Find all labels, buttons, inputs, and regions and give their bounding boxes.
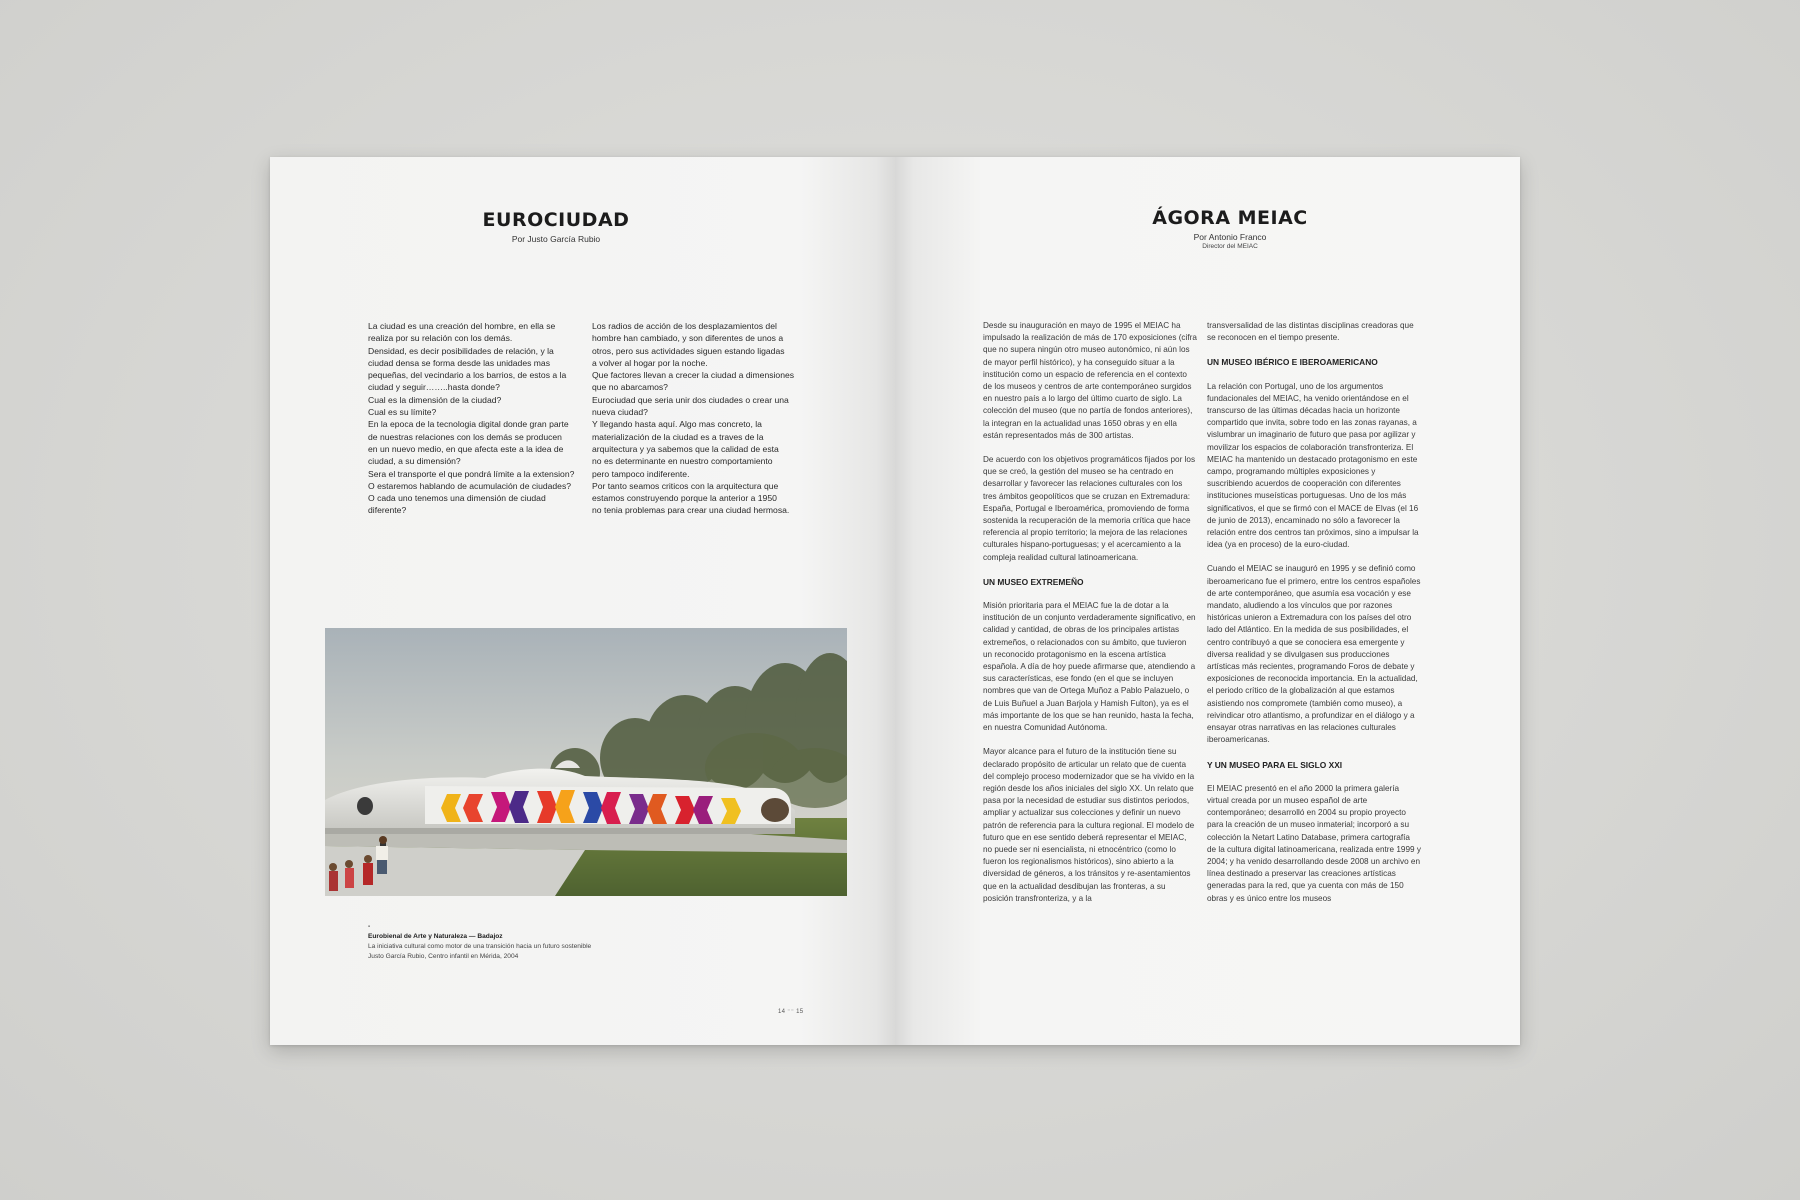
text-line: Eurociudad que seria unir dos ciudades o crear una: [592, 394, 789, 405]
right-page: [895, 157, 1520, 1045]
left-page: [270, 157, 895, 1045]
text-line: ciudad densa se forma desde las unidades mas: [368, 357, 551, 368]
text-line: En la epoca de la tecnologia digital donde gran parte: [368, 419, 569, 430]
text-line: no es determinante en nuestro comportamiento: [592, 456, 773, 467]
right-page-byline: Por Antonio Franco: [1193, 232, 1267, 242]
right-column-1: [983, 320, 1197, 917]
text-line: O cada uno tenemos una dimensión de ciudad: [368, 493, 546, 504]
section-heading: Y UN MUSEO PARA EL SIGLO XXI: [1207, 759, 1343, 770]
text-line: diferente?: [368, 505, 407, 516]
magazine-spread: [270, 157, 1520, 1045]
text-line: Cual es la dimensión de la ciudad?: [368, 394, 502, 405]
body-paragraph: Cuando el MEIAC se inauguró en 1995 y se definió como iberoamericano fue el primero, entre los centros españoles de arte contemporáneo, que asumía esa vocación y ese mandato, aludiendo a los vínculos que por razones históricas unieron a Extremadura con los países del otro lado del Atlántico. En la medida de sus posibilidades, el centro contribuyó a que se conociera esa emergente y diversa realidad y se divulgasen sus producciones artísticas más recientes, programando Foros de debate y exposiciones de reconocida importancia. En la actualidad, el periodo crítico de la globalización al que estamos asistiendo nos compromete (también como museo), a reivindicar otro atlantismo, a profundizar en el diálogo y a ensayar otras narrativas en las relaciones culturales iberoamericanas.: [1207, 564, 1421, 745]
section-heading: UN MUSEO IBÉRICO E IBEROAMERICANO: [1207, 357, 1378, 368]
text-line: hombre han cambiado, y son diferentes de unos a: [592, 333, 784, 344]
right-column-2: [1207, 320, 1421, 917]
text-line: ciudad, a su dimensión?: [368, 456, 461, 467]
text-line: otros, pero sus actividades siguen estando ligadas: [592, 345, 785, 356]
text-line: a volver al hogar por la noche.: [592, 357, 708, 368]
text-line: Sera el transporte el que pondrá límite a la extension?: [368, 468, 575, 479]
text-line: Los radios de acción de los desplazamientos del: [592, 321, 777, 331]
left-page-byline: Por Justo García Rubio: [511, 234, 601, 244]
architecture-photo: [325, 628, 847, 896]
text-line: Densidad, es decir posibilidades de relación, y la: [368, 345, 554, 356]
text-line: Cual es su límite?: [368, 407, 437, 418]
text-line: Por tanto seamos criticos con la arquitectura que: [592, 480, 779, 491]
text-line: Que factores llevan a crecer la ciudad a dimensiones: [592, 370, 795, 381]
right-page-title: ÁGORA MEIAC: [1152, 207, 1308, 229]
left-column-2: [592, 320, 822, 517]
caption-line-1: La iniciativa cultural como motor de una transición hacia un futuro sostenible: [368, 943, 592, 950]
section-heading: UN MUSEO EXTREMEÑO: [983, 576, 1084, 587]
page-folio: 14 ⁻⁻ 15: [778, 1009, 804, 1015]
body-paragraph: Mayor alcance para el futuro de la institución tiene su declarado propósito de articular un relato que de cuenta del complejo proceso modernizador que se ha vivido en la región desde los años iniciales del siglo XX. Un relato que pasa por la necesidad de estudiar sus distintos periodos, ampliar y actualizar sus colecciones y definir un nuevo patrón de referencia para la cultura regional. El modelo de futuro que en ese sentido deberá representar el MEIAC, no puede ser ni esencialista, ni etnocéntrico (como lo fueron los regionalismos históricos), sino abierto a la diversidad de géneros, a los tránsitos y re-asentamientos que en la actualidad desdibujan las fronteras, a su posición transfronteriza, y a la: [983, 747, 1195, 903]
text-line: realiza por su relación con los demás.: [368, 333, 513, 344]
caption-line-2: Justo García Rubio, Centro infantil en Mérida, 2004: [368, 953, 519, 960]
caption-dash: -: [368, 923, 371, 930]
text-line: en un nuevo medio, en que afecta este a la idea de: [368, 443, 564, 454]
text-line: pequeñas, del vecindario a los barrios, de estos a la: [368, 370, 567, 381]
text-line: que no abarcamos?: [592, 382, 668, 393]
text-line: no tenia problemas para crear una ciudad hermosa.: [592, 505, 790, 516]
body-paragraph: De acuerdo con los objetivos programáticos fijados por los que se creó, la gestión del museo se ha centrado en desarrollar y favorecer las relaciones culturales con los tres ámbitos geopolíticos que se cruzan en Extremadura: España, Portugal e Iberoamérica, promoviendo de forma sostenida la recuperación de la memoria crítica que hace referencia al propio territorio; la mejora de las relaciones culturales hispano-portuguesas; y el acercamiento a la compleja realidad cultural latinoamericana.: [983, 455, 1196, 562]
left-page-title: EUROCIUDAD: [482, 209, 630, 231]
body-paragraph: Desde su inauguración en mayo de 1995 el MEIAC ha impulsado la realización de más de 170 exposiciones (cifra que no supera ningún otro museo autonómico, ni aún los de mayor perfil histórico), y ha conseguido situar a la institución como un espacio de referencia en el contexto de los museos y centros de arte contemporáneo surgidos en nuestro país a lo largo del último cuarto de siglo. La colección del museo (que no partía de fondos anteriores), la integran en la actualidad unas 1650 obras y en ella están representados más de 300 artistas.: [983, 321, 1197, 440]
body-paragraph: La relación con Portugal, uno de los argumentos fundacionales del MEIAC, ha venido orientándose en el transcurso de las últimas décadas hacia un horizonte compartido que invita, sobre todo en las zonas rayanas, a vislumbrar un imaginario de futuro que pasa por agilizar y movilizar los espacios de colaboración transfronteriza. El MEIAC ha mantenido un destacado protagonismo en este campo, programando múltiples exposiciones y suscribiendo acuerdos de cooperación con diferentes instituciones museísticas portuguesas. Uno de los más significativos, el que se firmó con el MACE de Elvas (el 16 de junio de 2013), encaminado no sólo a favorecer la relación entre dos centros tan próximos, sino a impulsar la idea (ya en proceso) de la euro-ciudad.: [1207, 381, 1419, 550]
text-line: materialización de la ciudad es a traves de la: [592, 431, 764, 442]
caption-title: Eurobienal de Arte y Naturaleza — Badajoz: [368, 933, 503, 940]
body-paragraph: transversalidad de las distintas disciplinas creadoras que se reconocen en el tiempo presente.: [1207, 321, 1414, 343]
body-paragraph: Misión prioritaria para el MEIAC fue la de dotar a la institución de un conjunto verdaderamente significativo, en calidad y cantidad, de obras de los principales artistas extremeños, o relacionados con su ámbito, que tuvieron un reconocido protagonismo en la escena artística española. A día de hoy puede afirmarse que, atendiendo a sus características, ese fondo (en el que se incluyen nombres que van de Ortega Muñoz a Pablo Palazuelo, o de Luis Buñuel a Juan Barjola y Hamish Fulton), ya es el más importante de los que se han reunido, hasta la fecha, en nuestra Comunidad Autónoma.: [983, 601, 1196, 733]
text-line: La ciudad es una creación del hombre, en ella se: [368, 321, 556, 331]
text-line: nueva ciudad?: [592, 407, 648, 418]
text-line: pero tampoco indiferente.: [592, 468, 690, 479]
text-line: O estaremos hablando de acumulación de ciudades?: [368, 480, 572, 491]
body-paragraph: El MEIAC presentó en el año 2000 la primera galería virtual creada por un museo español de arte contemporáneo; desarrolló en 2004 su propio proyecto para la creación de un museo inmaterial; incorporó a su colección la Netart Latino Database, primera cartografía de la cultura digital latinoamericana, realizada entre 1999 y 2004; y ha venido desarrollando desde 2008 un archivo en línea destinado a preservar las creaciones artísticas generadas para la red, que ya cuenta con más de 150 obras y es único entre los museos: [1207, 783, 1421, 903]
text-line: Y llegando hasta aquí. Algo mas concreto, la: [592, 419, 762, 430]
text-line: ciudad y seguir……..hasta donde?: [368, 382, 500, 393]
text-line: estamos construyendo porque la anterior a 1950: [592, 493, 777, 504]
left-column-1: [368, 320, 583, 517]
text-line: de nuestras relaciones con los demás se producen: [368, 431, 562, 442]
right-page-role: Director del MEIAC: [1202, 243, 1258, 250]
photo-caption: [368, 922, 668, 962]
text-line: arquitectura y ya sabemos que la calidad de esta: [592, 443, 779, 454]
